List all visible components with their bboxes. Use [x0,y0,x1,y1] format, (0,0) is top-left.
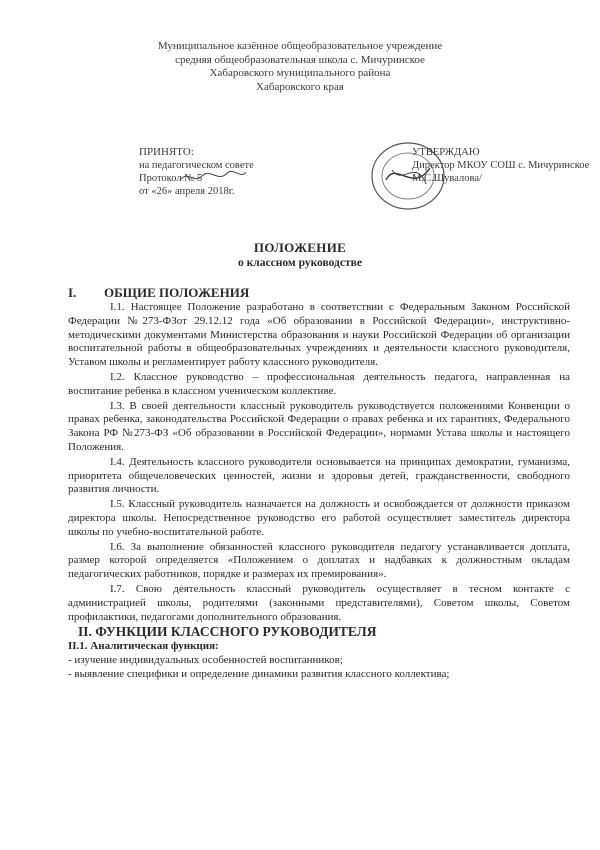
org-line: Муниципальное казённое общеобразовательное учреждение [157,40,443,52]
paragraph: I.7. Свою деятельность классный руководитель осуществляет в тесном контакте с администрацией школы, родителями (законными представителями), Советом школы, Советом профилактики, педагогами дополнительного образования. [68,582,570,623]
paragraph: I.1. Настоящее Положение разработано в соответствии с Федеральным Законом Российской Федерации №273-ФЗот 29.12.12 года «Об образовании в Российской Федерации», инструктивно-методическими документами Министерства образования и науки Российской Федерации об организации воспитательной работы в общеобразовательных учреждениях и деятельности классного руководителя, Уставом школы и регламентирует работу классного руководителя. [68,301,570,369]
section-number: II. [78,624,92,640]
paragraph: I.6. За выполнение обязанностей классного руководителя педагогу устанавливается доплата, размер которой определяется «Положением о доплатах и надбавках к должностным окладам педагогических работников, порядке и размерах их премирования». [68,540,570,581]
handwritten-signature-icon [178,168,248,186]
accepted-protocol: Протокол № 5 [139,173,203,184]
org-line: Хабаровского края [256,80,344,93]
paragraph: I.3. В своей деятельности классный руководитель руководствуется положениями Конвенции о правах ребенка, законодательства Российской Федерации о правах ребенка и их гарантиях, Федерального Закона РФ №273-ФЗ «Об образовании в Российской Федерации», нормами Устава школы и настоящего Положения. [68,399,570,453]
organization-header [0,40,600,94]
document-title: ПОЛОЖЕНИЕ [253,240,347,255]
paragraph: I.5. Классный руководитель назначается на должность и освобождается от должности приказом директора школы. Непосредственное руководство его работой осуществляет заместитель директора школы по учебно-воспитательной работе. [68,498,570,538]
approved-name: М.С.Шувалова/ [412,173,482,184]
subsection-title: II.1. Аналитическая функция: [68,640,219,653]
approval-block [0,140,600,210]
accepted-title: ПРИНЯТО: [139,146,194,158]
section-number: I. [68,285,77,300]
section-heading [68,285,570,301]
accepted-date: от «26» апреля 2018г. [139,186,235,197]
paragraph: I.4. Деятельность классного руководителя основывается на принципах демократии, гуманизма, приоритета общечеловеческих ценностей, жизни и здоровья детей, гражданственности, свободного развития личности. [68,455,570,496]
list-item: - выявление специфики и определение динамики развития классного коллектива; [68,667,450,680]
list-item: - изучение индивидуальных особенностей воспитанников; [68,654,343,667]
accepted-council: на педагогическом совете [139,160,254,171]
section-title: ФУНКЦИИ КЛАССНОГО РУКОВОДИТЕЛЯ [95,624,377,640]
section-heading [68,624,570,640]
approved-block [412,146,589,185]
approved-title: УТВЕРЖДАЮ [412,147,480,158]
section-title: ОБЩИЕ ПОЛОЖЕНИЯ [104,285,250,300]
org-line: Хабаровского муниципального района [209,67,391,79]
approved-director: Директор МКОУ СОШ с. Мичуринское [412,160,590,171]
document-body [68,285,570,682]
org-line: средняя общеобразовательная школа с. Мичуринское [175,53,425,66]
document-subtitle: о классном руководстве [238,257,362,269]
paragraph: I.2. Классное руководство – профессиональная деятельность педагога, направленная на воспитание ребенка в классном ученическом коллективе. [68,370,570,397]
